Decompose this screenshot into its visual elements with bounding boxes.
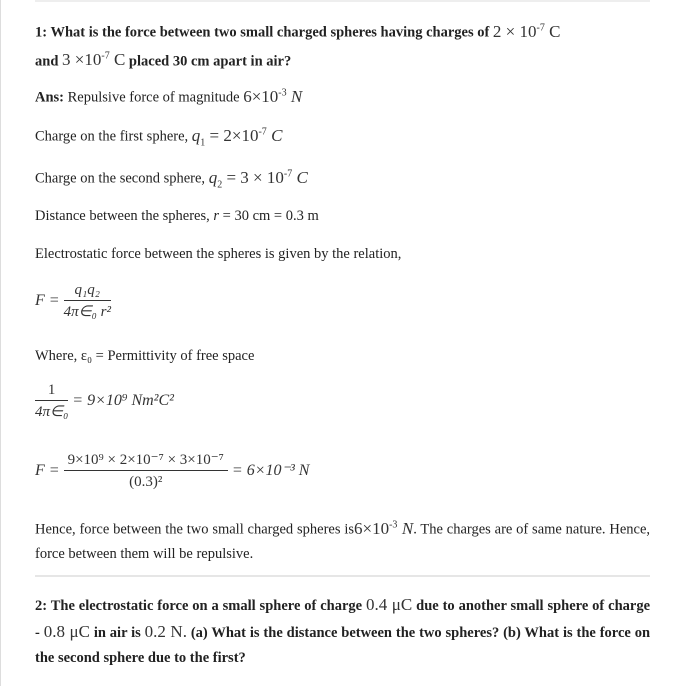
- q2-text-d: (a) What is the distance between the two spheres? (b) What is the force on the second sphere due to the first?: [35, 625, 651, 666]
- q1-charge-a-exp: -7: [536, 22, 545, 33]
- conclusion-exp: -3: [389, 519, 398, 530]
- conclusion-value: 6×10: [354, 518, 390, 538]
- top-divider: [35, 0, 650, 2]
- formula3-numerator: 9×10⁹ × 2×10⁻⁷ × 3×10⁻⁷: [64, 450, 228, 471]
- formula2-rhs: = 9×10⁹ Nm²C²: [72, 392, 174, 410]
- charge2-value: = 3 × 10: [222, 167, 284, 187]
- charge1-label: Charge on the first sphere,: [35, 128, 192, 145]
- q1-text: 1: What is the force between two small charged spheres having charges of: [35, 24, 493, 41]
- conclusion-unit: N: [397, 518, 414, 538]
- formula-calculation: [35, 450, 650, 493]
- formula3-lhs: F =: [35, 462, 60, 480]
- q1-charge-b-exp: -7: [101, 50, 110, 62]
- charge2-sub: 2: [217, 179, 223, 191]
- charge1-symbol: q: [191, 125, 201, 145]
- question-1: [35, 16, 650, 73]
- answer-line: [35, 81, 650, 110]
- charge1-unit: C: [266, 125, 283, 145]
- formula2-numerator: 1: [35, 380, 68, 401]
- ans-value: [243, 87, 302, 106]
- q1-text-b: and: [35, 53, 63, 70]
- q2-text-c: in air is: [89, 625, 145, 641]
- where-text: Where, ε₀ = Permittivity of free space: [35, 348, 255, 364]
- formula1-denominator: 4π∈₀ r²: [63, 304, 111, 320]
- charge1-exp: -7: [258, 126, 267, 137]
- left-border: [0, 0, 1, 686]
- q1-charge-b-unit: C: [109, 50, 126, 70]
- relation-text: Electrostatic force between the spheres is given by the relation,: [35, 246, 402, 262]
- formula-coulomb: [35, 280, 650, 323]
- charge1-sub: 1: [200, 137, 206, 149]
- q2-charge-b: 0.8 μC: [43, 622, 90, 641]
- ans-value-exp: -3: [278, 87, 287, 98]
- ans-value-base: 6×10: [243, 86, 279, 106]
- formula2-denominator: 4π∈₀: [35, 404, 69, 420]
- q1-charge-a: [493, 22, 561, 41]
- formula1-lhs: F =: [35, 292, 60, 310]
- distance-label: Distance between the spheres,: [35, 208, 214, 224]
- section-divider: [35, 575, 650, 577]
- q2-text-b: due to another small sphere of charge -: [35, 598, 651, 641]
- ans-label: Ans:: [35, 89, 65, 106]
- q1-charge-a-base: 2 × 10: [492, 21, 537, 41]
- charge2-unit: C: [292, 167, 308, 187]
- conclusion-text-a: Hence, force between the two small charged spheres is: [35, 521, 354, 538]
- q1-charge-b: [62, 50, 125, 69]
- charge1-value: = 2×10: [205, 125, 259, 145]
- charge2-symbol: q: [208, 167, 218, 187]
- q1-charge-a-unit: C: [544, 21, 561, 41]
- question-2: [35, 592, 650, 671]
- charge1-line: [35, 120, 650, 155]
- q1-charge-b-base: 3 ×10: [62, 50, 102, 70]
- ans-value-unit: N: [286, 86, 303, 106]
- formula2-fraction: [35, 380, 68, 423]
- distance-line: [35, 204, 650, 228]
- distance-symbol: r: [213, 208, 220, 224]
- charge2-label: Charge on the second sphere,: [35, 170, 209, 187]
- conclusion: [35, 513, 650, 566]
- formula3-rhs: = 6×10⁻³ N: [231, 462, 310, 480]
- conclusion-text-b: . The charges are of same nature. Hence, force between them will be repulsive.: [35, 521, 650, 562]
- q2-charge-a: 0.4 μC: [366, 595, 413, 614]
- q2-text-a: 2: The electrostatic force on a small sphere of charge: [35, 598, 367, 614]
- ans-text: Repulsive force of magnitude: [64, 89, 244, 106]
- formula-constant: [35, 380, 650, 423]
- charge2-exp: -7: [283, 168, 293, 179]
- q2-force: 0.2 N.: [144, 622, 187, 641]
- charge2-line: [35, 162, 650, 197]
- formula1-numerator: q₁q₂: [64, 280, 111, 301]
- formula1-fraction: [64, 280, 111, 323]
- q1-text-c: placed 30 cm apart in air?: [125, 53, 292, 70]
- formula3-fraction: [64, 450, 228, 493]
- formula3-denominator: (0.3)²: [129, 474, 163, 490]
- distance-value: = 30 cm = 0.3 m: [219, 208, 319, 224]
